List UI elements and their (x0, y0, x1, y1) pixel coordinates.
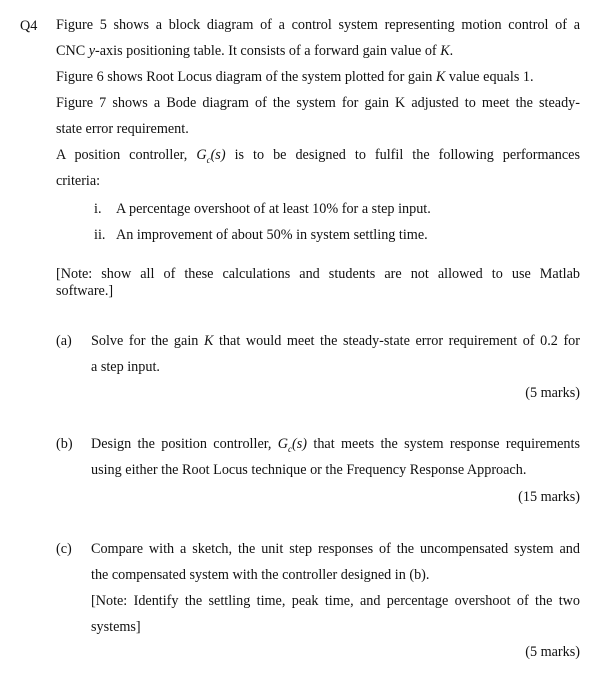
part-a-line-2 (91, 354, 580, 380)
part-c-line-3 (91, 588, 580, 614)
part-a-marks: (5 marks) (525, 385, 580, 401)
part-b-label: (b) (56, 436, 73, 452)
criteria-text: A percentage overshoot of at least 10% for a step input. (116, 201, 431, 217)
intro-line-2 (56, 38, 580, 64)
variable-k: K (435, 69, 446, 85)
controller-argument: (s) (292, 436, 308, 452)
intro-line-3 (56, 64, 580, 90)
part-text: [Note: Identify the settling time, peak time, and percentage overshoot of the two (91, 593, 580, 609)
intro-text: Figure 6 shows Root Locus diagram of the system plotted for gain (56, 69, 436, 85)
intro-text: state error requirement. (56, 121, 189, 137)
part-text: that would meet the steady-state error requirement of 0.2 for (213, 333, 580, 349)
part-text: Solve for the gain (91, 333, 204, 349)
intro-text: Figure 5 shows a block diagram of a control system representing motion control of a (56, 17, 580, 33)
intro-text: . (449, 43, 454, 59)
variable-y: y (88, 43, 96, 59)
intro-text: value equals 1. (445, 69, 534, 85)
criteria-text: An improvement of about 50% in system settling time. (116, 227, 428, 243)
part-text: Design the position controller, (91, 436, 278, 452)
note-text: [Note: show all of these calculations and students are not allowed to use Matlab (56, 266, 580, 282)
part-b-marks: (15 marks) (518, 489, 580, 505)
note-text: software.] (56, 283, 114, 299)
criteria-number: ii. (94, 227, 106, 243)
note-line-1 (56, 266, 580, 283)
intro-text: is to be designed to fulfil the following performances (225, 147, 581, 163)
intro-text: A position controller, (56, 147, 197, 163)
controller-subscript: c (288, 443, 293, 454)
part-c-marks: (5 marks) (525, 644, 580, 660)
part-text: that meets the system response requirements (307, 436, 580, 452)
controller-argument: (s) (210, 147, 226, 163)
variable-k: K (203, 333, 214, 349)
criteria-item-2 (94, 222, 428, 248)
part-c-label: (c) (56, 541, 72, 557)
part-a-label: (a) (56, 333, 72, 349)
part-b (56, 431, 580, 491)
part-c-line-2 (91, 562, 580, 588)
note-line-2 (56, 283, 580, 300)
controller-symbol: G (196, 147, 207, 163)
intro-line-4 (56, 90, 580, 116)
part-text: systems] (91, 619, 141, 635)
part-c-line-1 (91, 536, 580, 562)
intro-text: Figure 7 shows a Bode diagram of the system for gain K adjusted to meet the steady- (56, 95, 580, 111)
variable-k: K (440, 43, 450, 59)
part-text: a step input. (91, 359, 160, 375)
criteria-number: i. (94, 201, 102, 217)
part-a (56, 328, 580, 388)
intro-text: criteria: (56, 173, 101, 189)
part-text: Compare with a sketch, the unit step responses of the uncompensated system and (91, 541, 580, 557)
part-a-line-1 (91, 328, 580, 354)
part-c (56, 536, 580, 646)
part-c-line-4 (91, 614, 580, 640)
controller-subscript: c (206, 154, 211, 165)
intro-line-7 (56, 168, 580, 194)
intro-line-5 (56, 116, 580, 142)
criteria-item-1 (94, 196, 431, 222)
part-text: the compensated system with the controller designed in (b). (91, 567, 430, 583)
controller-symbol: G (277, 436, 289, 452)
intro-text: CNC (56, 43, 89, 59)
intro-text: -axis positioning table. It consists of a forward gain value of (95, 43, 441, 59)
part-b-line-2 (91, 457, 580, 483)
part-text: using either the Root Locus technique or the Frequency Response Approach. (91, 462, 527, 478)
question-number: Q4 (20, 18, 38, 34)
intro-line-1 (56, 12, 580, 38)
